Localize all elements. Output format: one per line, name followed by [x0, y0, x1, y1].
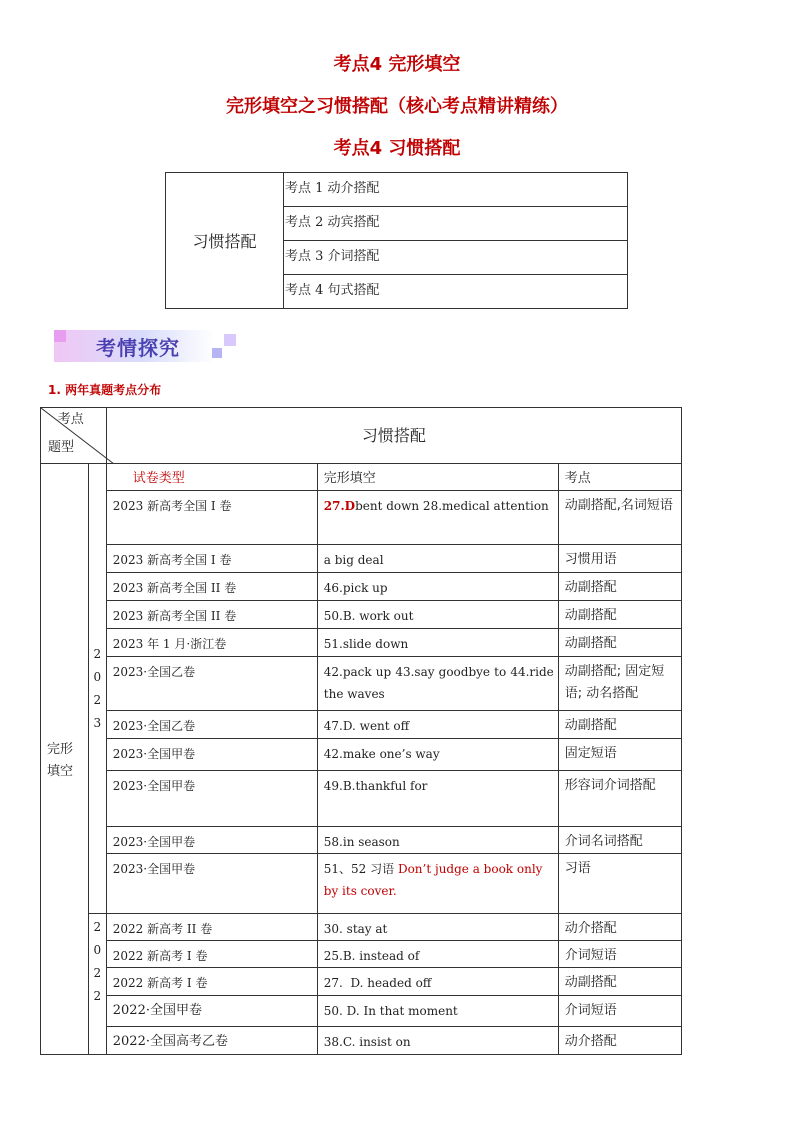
table-header: 习惯搭配 — [106, 408, 681, 464]
cloze-cell: 51.slide down — [317, 629, 558, 657]
cloze-cell: 27.Dbent down 28.medical attention — [317, 491, 558, 545]
paper-cell: 2023 新高考全国 II 卷 — [106, 573, 317, 601]
point-cell: 动副搭配,名词短语 — [558, 491, 681, 545]
point-cell: 动副搭配 — [558, 968, 681, 996]
paper-cell: 2023·全国乙卷 — [106, 657, 317, 711]
year-cell-2023: 2 0 2 3 — [88, 464, 106, 914]
point-cell: 介词短语 — [558, 941, 681, 968]
summary-item: 考点 3 介词搭配 — [284, 241, 628, 275]
paper-cell: 2023·全国甲卷 — [106, 854, 317, 914]
question-type-cell: 完形填空 — [41, 464, 89, 1055]
summary-table — [165, 172, 628, 309]
cloze-cell: 46.pick up — [317, 573, 558, 601]
cloze-cell: a big deal — [317, 545, 558, 573]
cloze-cell: 49.B.thankful for — [317, 771, 558, 827]
point-cell: 动介搭配 — [558, 914, 681, 941]
point-cell: 习惯用语 — [558, 545, 681, 573]
point-cell: 动介搭配 — [558, 1027, 681, 1055]
paper-cell: 2022 新高考 I 卷 — [106, 968, 317, 996]
doc-subtitle: 完形填空之习惯搭配（核心考点精讲精练） — [226, 96, 568, 117]
year-cell-2022: 2 0 2 2 — [88, 914, 106, 1055]
paper-cell: 2023 新高考全国 I 卷 — [106, 491, 317, 545]
point-cell: 动副搭配; 固定短语; 动名搭配 — [558, 657, 681, 711]
paper-cell: 2023 新高考全国 I 卷 — [106, 545, 317, 573]
summary-item: 考点 1 动介搭配 — [284, 173, 628, 207]
paper-cell: 2023·全国甲卷 — [106, 771, 317, 827]
diagonal-header-cell — [41, 408, 107, 464]
section-heading: 1. 两年真题考点分布 — [48, 383, 162, 397]
cloze-cell: 27. D. headed off — [317, 968, 558, 996]
paper-cell: 2023 新高考全国 II 卷 — [106, 601, 317, 629]
summary-item: 考点 2 动宾搭配 — [284, 207, 628, 241]
banner-decoration — [212, 348, 222, 358]
section-banner — [54, 330, 238, 364]
topic-title: 考点4 习惯搭配 — [333, 138, 461, 159]
point-cell: 动副搭配 — [558, 573, 681, 601]
cloze-cell: 42.make one’s way — [317, 739, 558, 771]
summary-category: 习惯搭配 — [166, 173, 284, 309]
cloze-cell: 25.B. instead of — [317, 941, 558, 968]
point-cell: 形容词介词搭配 — [558, 771, 681, 827]
col-header-cloze: 完形填空 — [317, 464, 558, 491]
doc-title: 考点4 完形填空 — [333, 54, 461, 75]
distribution-table — [40, 407, 682, 1055]
banner-title: 考情探究 — [96, 336, 180, 360]
paper-cell: 2023 年 1 月·浙江卷 — [106, 629, 317, 657]
point-cell: 动副搭配 — [558, 711, 681, 739]
point-cell: 介词短语 — [558, 996, 681, 1027]
paper-cell: 2022 新高考 II 卷 — [106, 914, 317, 941]
point-cell: 固定短语 — [558, 739, 681, 771]
col-header-paper: 试卷类型 — [106, 464, 317, 491]
summary-item: 考点 4 句式搭配 — [284, 275, 628, 309]
cloze-cell: 58.in season — [317, 827, 558, 854]
cloze-cell: 47.D. went off — [317, 711, 558, 739]
cloze-cell: 30. stay at — [317, 914, 558, 941]
paper-cell: 2022·全国高考乙卷 — [106, 1027, 317, 1055]
point-cell: 介词名词搭配 — [558, 827, 681, 854]
paper-cell: 2022·全国甲卷 — [106, 996, 317, 1027]
paper-cell: 2023·全国乙卷 — [106, 711, 317, 739]
banner-decoration — [54, 330, 66, 342]
paper-cell: 2023·全国甲卷 — [106, 827, 317, 854]
diag-label-top: 考点 — [57, 412, 84, 427]
paper-cell: 2022 新高考 I 卷 — [106, 941, 317, 968]
cloze-cell: 50.B. work out — [317, 601, 558, 629]
point-cell: 习语 — [558, 854, 681, 914]
cloze-cell: 42.pack up 43.say goodbye to 44.ride the waves — [317, 657, 558, 711]
point-cell: 动副搭配 — [558, 629, 681, 657]
cloze-cell: 50. D. In that moment — [317, 996, 558, 1027]
col-header-point: 考点 — [558, 464, 681, 491]
paper-cell: 2023·全国甲卷 — [106, 739, 317, 771]
diag-label-bottom: 题型 — [48, 440, 75, 455]
cloze-cell: 38.C. insist on — [317, 1027, 558, 1055]
banner-decoration — [224, 334, 236, 346]
point-cell: 动副搭配 — [558, 601, 681, 629]
cloze-cell: 51、52 习语 Don’t judge a book only by its cover. — [317, 854, 558, 914]
